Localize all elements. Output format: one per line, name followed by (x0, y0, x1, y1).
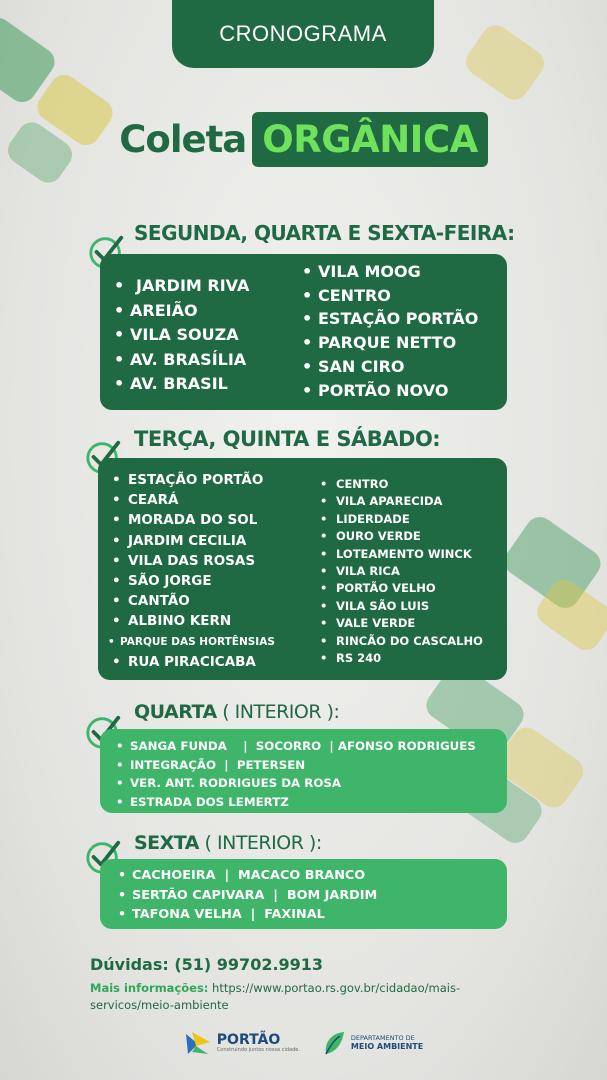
district-list-right (302, 260, 478, 402)
info-url[interactable]: https://www.portao.rs.gov.br/cidadao/mais-servicos/meio-ambiente (90, 981, 461, 1012)
district-list-left (112, 470, 275, 672)
info-line (90, 980, 530, 1013)
portao-logo (184, 1030, 300, 1056)
list-item: • SÃO JORGE (112, 571, 275, 591)
dept-line-2: MEIO AMBIENTE (350, 1042, 424, 1052)
list-item: • OURO VERDE (320, 528, 483, 545)
list-item: • LOTEAMENTO WINCK (320, 546, 483, 563)
list-item: • CACHOEIRA | MACACO BRANCO (118, 866, 377, 886)
list-item: • VILA MOOG (302, 260, 478, 284)
heading-bold: QUARTA (134, 701, 217, 723)
list-item: • RS 240 (320, 650, 483, 667)
list-item: • RINCÃO DO CASCALHO (320, 633, 483, 650)
info-label: Mais informações: (90, 981, 209, 995)
schedule-card-friday-interior (100, 859, 507, 929)
list-item: • INTEGRAÇÃO | PETERSEN (116, 756, 476, 775)
list-item: • MORADA DO SOL (112, 510, 275, 530)
heading-light: ( INTERIOR ): (199, 832, 322, 854)
list-item: • PARQUE NETTO (302, 331, 478, 355)
list-item: • AREIÃO (114, 299, 249, 324)
portao-star-icon (184, 1030, 212, 1056)
district-list-left (114, 274, 249, 397)
decorative-leaf-shape (461, 20, 550, 105)
list-item: • SANGA FUNDA | SOCORRO | AFONSO RODRIGUES (116, 737, 476, 756)
district-list-right (320, 476, 483, 667)
section-heading-mon-wed-fri: SEGUNDA, QUARTA E SEXTA-FEIRA: (134, 221, 515, 245)
section-heading-friday-interior (134, 832, 322, 854)
list-item: • VER. ANT. RODRIGUES DA ROSA (116, 774, 476, 793)
footer-logos (0, 1030, 607, 1056)
phone-line: Dúvidas: (51) 99702.9913 (90, 955, 324, 974)
list-item: • AV. BRASÍLIA (114, 348, 249, 373)
list-item: • VILA RICA (320, 563, 483, 580)
list-item: • VILA APARECIDA (320, 493, 483, 510)
list-item: • CENTRO (302, 284, 478, 308)
title-plain: Coleta (119, 118, 247, 161)
list-item: • LIDERDADE (320, 511, 483, 528)
environment-department-logo (322, 1030, 423, 1056)
list-item: • RUA PIRACICABA (112, 652, 275, 672)
list-item: • VILA DAS ROSAS (112, 551, 275, 571)
portao-tagline: Construindo juntos nossa cidade. (216, 1047, 300, 1053)
list-item: • VILA SOUZA (114, 323, 249, 348)
section-heading-tue-thu-sat: TERÇA, QUINTA E SÁBADO: (134, 427, 441, 451)
list-item: • JARDIM RIVA (114, 274, 249, 299)
list-item: • TAFONA VELHA | FAXINAL (118, 905, 377, 925)
list-item: • ALBINO KERN (112, 611, 275, 631)
list-item: • SAN CIRO (302, 355, 478, 379)
list-item: • CANTÃO (112, 591, 275, 611)
portao-name: PORTÃO (216, 1032, 281, 1048)
list-item: • CEARÁ (112, 490, 275, 510)
heading-light: ( INTERIOR ): (216, 701, 340, 723)
schedule-banner (172, 0, 434, 68)
list-item: • VALE VERDE (320, 615, 483, 632)
list-item: • ESTAÇÃO PORTÃO (112, 470, 275, 490)
interior-list (116, 737, 476, 811)
list-item: • PORTÃO NOVO (302, 379, 478, 403)
list-item: • SERTÃO CAPIVARA | BOM JARDIM (118, 886, 377, 906)
list-item: • CENTRO (320, 476, 483, 493)
list-item: • ESTRADA DOS LEMERTZ (116, 793, 476, 812)
title-highlight: ORGÂNICA (252, 112, 487, 167)
schedule-card-tue-thu-sat (98, 458, 507, 680)
schedule-card-mon-wed-fri (100, 254, 507, 410)
banner-label: CRONOGRAMA (219, 21, 387, 46)
dept-line-1: DEPARTAMENTO DE (350, 1033, 415, 1042)
interior-list (118, 866, 377, 925)
contact-info (90, 955, 530, 1013)
list-item: • ESTAÇÃO PORTÃO (302, 307, 478, 331)
list-item: • AV. BRASIL (114, 372, 249, 397)
heading-bold: SEXTA (134, 832, 200, 854)
schedule-card-wednesday-interior (100, 729, 507, 813)
page-title (0, 112, 607, 167)
list-item: • VILA SÃO LUIS (320, 598, 483, 615)
list-item: • PARQUE DAS HORTÊNSIAS (108, 632, 275, 652)
list-item: • JARDIM CECILIA (112, 531, 275, 551)
section-heading-wednesday-interior (134, 701, 339, 723)
list-item: • PORTÃO VELHO (320, 580, 483, 597)
leaf-icon (322, 1030, 346, 1056)
